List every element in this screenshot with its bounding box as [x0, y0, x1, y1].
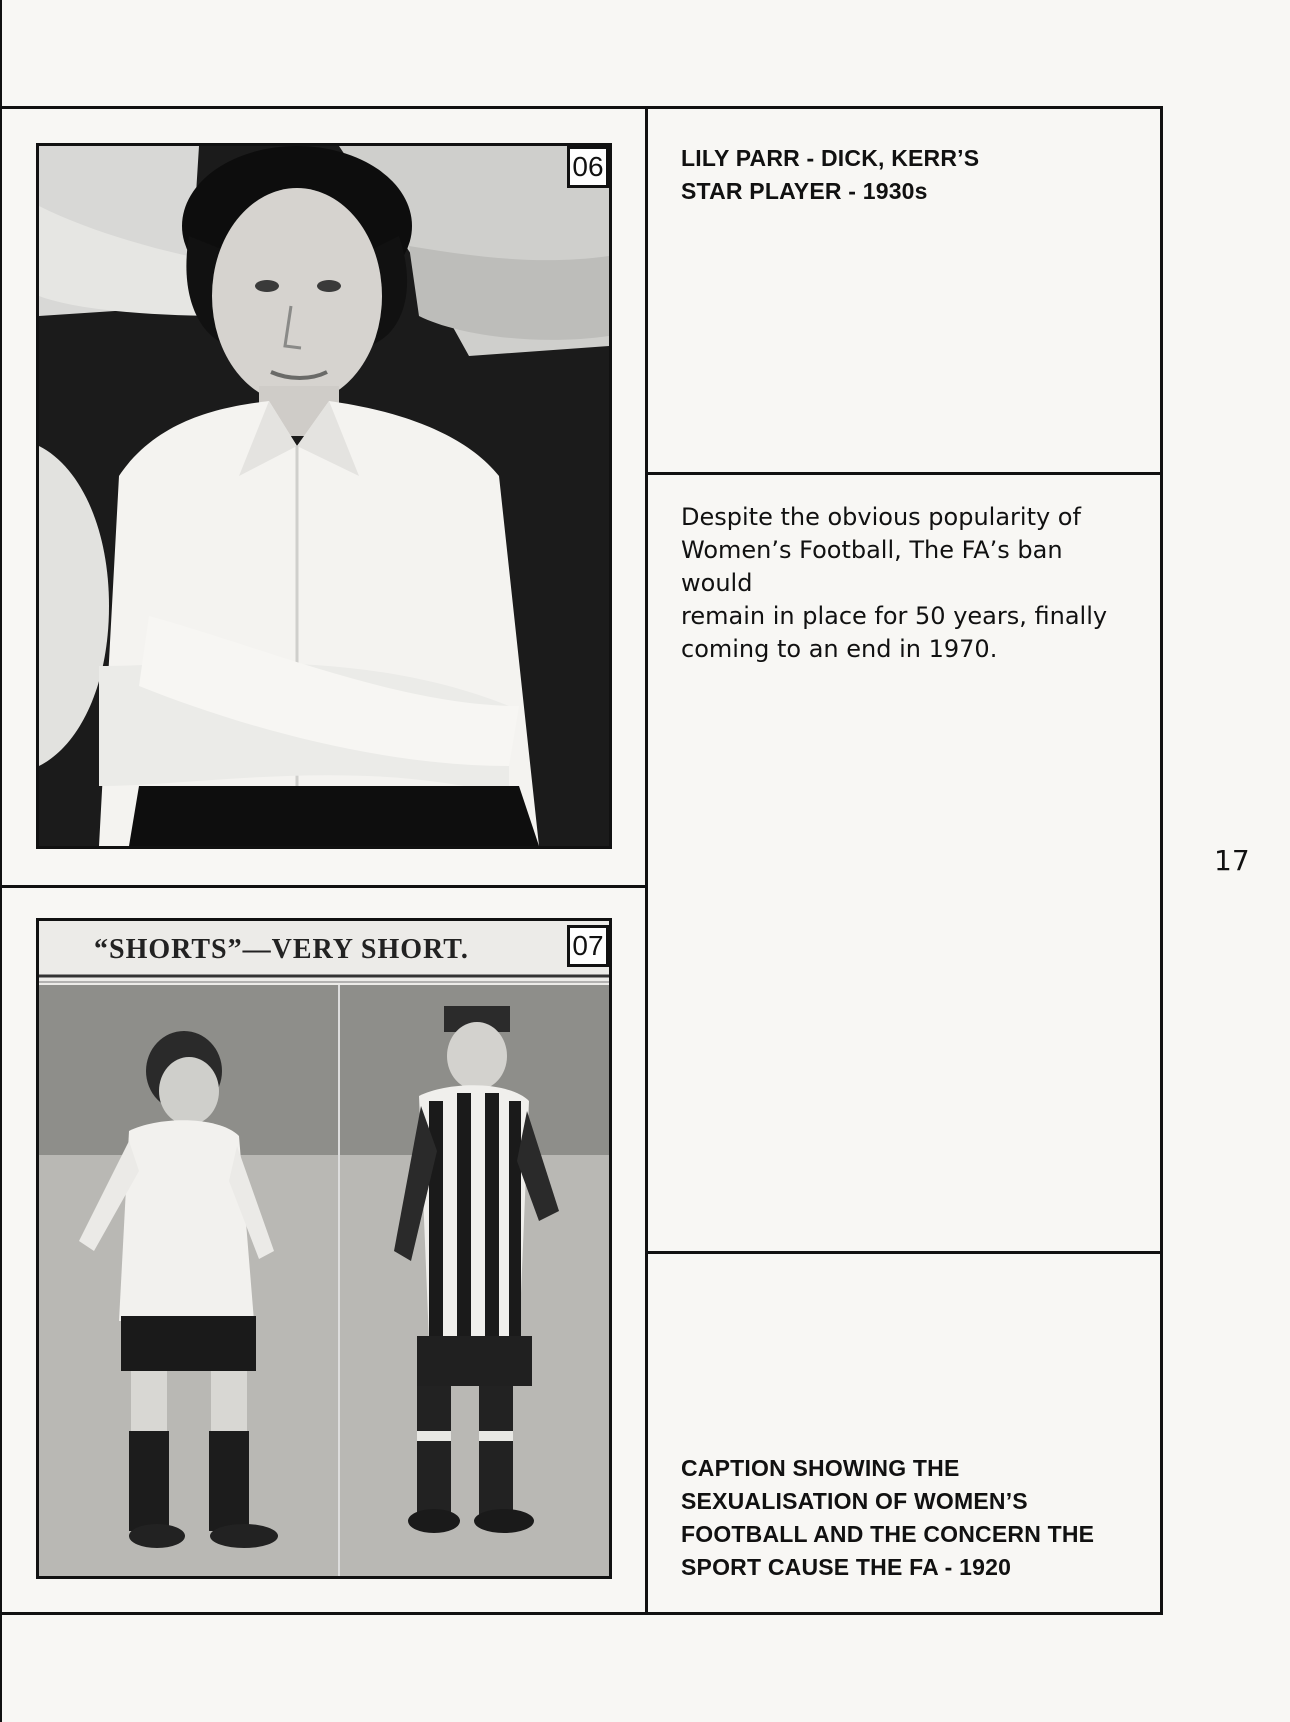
newspaper-headline: “SHORTS”—VERY SHORT. — [94, 934, 469, 965]
clipping-illustration — [39, 921, 609, 1576]
grid-right-divider-top — [645, 472, 1163, 475]
page-number: 17 — [1214, 844, 1250, 877]
caption-line: FOOTBALL AND THE CONCERN THE — [681, 1521, 1095, 1547]
caption-line: SEXUALISATION OF WOMEN’S — [681, 1488, 1028, 1514]
caption-line: SPORT CAUSE THE FA - 1920 — [681, 1554, 1012, 1580]
figure-number-badge: 07 — [567, 925, 609, 967]
caption-line: STAR PLAYER - 1930s — [681, 178, 928, 204]
grid-left-divider — [0, 885, 647, 888]
grid-right-divider-bottom — [645, 1251, 1163, 1254]
figure-07-caption — [681, 1452, 1131, 1584]
figure-06-caption — [681, 142, 1121, 208]
photo-newspaper-clipping — [36, 918, 612, 1579]
body-line: coming to an end in 1970. — [681, 635, 998, 663]
portrait-illustration — [39, 146, 609, 846]
grid-vertical-divider — [645, 109, 648, 1612]
body-line: remain in place for 50 years, finally — [681, 602, 1108, 630]
body-line: Women’s Football, The FA’s ban would — [681, 536, 1063, 597]
caption-line: LILY PARR - DICK, KERR’S — [681, 145, 980, 171]
figure-number-badge: 06 — [567, 146, 609, 188]
caption-line: CAPTION SHOWING THE — [681, 1455, 960, 1481]
body-paragraph — [681, 501, 1131, 666]
photo-lily-parr — [36, 143, 612, 849]
body-line: Despite the obvious popularity of — [681, 503, 1081, 531]
